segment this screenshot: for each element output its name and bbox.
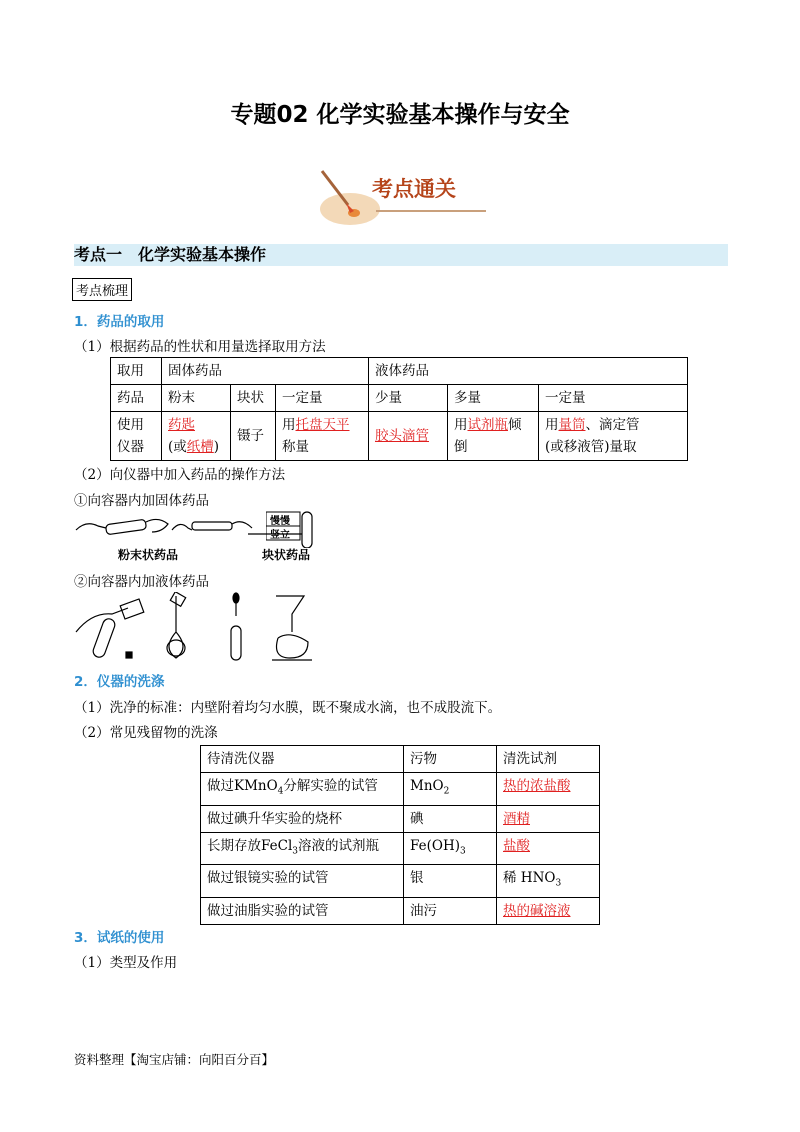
- subscript: 3: [292, 846, 298, 857]
- page-title: 专题02 化学实验基本操作与安全: [230, 102, 570, 128]
- cell: [404, 832, 497, 865]
- heading-3: 3．试纸的使用: [74, 930, 165, 946]
- answer-text: 热的浓盐酸: [503, 778, 571, 794]
- reagent-table: [110, 357, 688, 461]
- cell: 碘: [404, 805, 497, 832]
- cell-text: 倒: [454, 439, 468, 455]
- upright-label: 竖立: [270, 530, 290, 541]
- answer-text: 量筒: [558, 417, 586, 433]
- answer-text: 药匙: [168, 417, 195, 433]
- subscript: 2: [443, 786, 450, 797]
- cell: 取用: [111, 358, 162, 385]
- cell-text: 稀 HNO: [503, 870, 556, 887]
- cell-text: 用: [545, 417, 559, 433]
- header-cell: 污物: [404, 746, 497, 773]
- cell: [201, 773, 404, 806]
- cell: 油污: [404, 898, 497, 925]
- cell-text: 用: [282, 417, 296, 433]
- cell: 块状: [231, 385, 276, 412]
- table-row: [201, 805, 600, 832]
- cell: 粉末: [162, 385, 231, 412]
- cell-text: 分解实验的试管: [283, 778, 378, 794]
- answer-text: 纸槽: [186, 439, 214, 455]
- banner-text: 考点通关: [372, 177, 456, 201]
- paragraph-5: （1）类型及作用: [74, 955, 178, 971]
- paragraph-2a: ①向容器内加固体药品: [74, 493, 209, 509]
- cell: [448, 412, 539, 461]
- cell: [162, 412, 231, 461]
- cell-text: 使用: [117, 417, 144, 433]
- cell: 银: [404, 865, 497, 898]
- cell: 做过油脂实验的试管: [201, 898, 404, 925]
- caption-powder: 粉末状药品: [118, 548, 179, 562]
- answer-text: 酒精: [503, 810, 530, 827]
- cell-text: 用: [454, 417, 468, 433]
- table-row: [201, 773, 600, 806]
- answer-text: 胶头滴管: [375, 428, 429, 444]
- section-heading: [74, 244, 728, 266]
- header-cell: 待清洗仪器: [201, 746, 404, 773]
- cell: 固体药品: [162, 358, 369, 385]
- cell: [111, 412, 162, 461]
- cell-text: ): [213, 439, 220, 455]
- cell: [497, 805, 600, 832]
- section-banner: [310, 165, 490, 231]
- slow-label: 慢慢: [270, 516, 290, 527]
- cell: 少量: [369, 385, 448, 412]
- cell-text: 长期存放FeCl: [207, 837, 293, 854]
- answer-text: 热的碱溶液: [503, 903, 571, 920]
- heading-2: 2．仪器的洗涤: [74, 674, 165, 690]
- answer-text: 盐酸: [503, 837, 530, 854]
- cell-text: 、滴定管: [585, 417, 640, 433]
- cell: [497, 773, 600, 806]
- cell-text: (或移液管)量取: [545, 439, 637, 455]
- cell: [231, 412, 276, 461]
- footer: 资料整理【淘宝店铺：向阳百分百】: [74, 1052, 275, 1067]
- cell-text: Fe(OH): [410, 837, 460, 854]
- cell: [276, 412, 369, 461]
- cell: [369, 412, 448, 461]
- cell-text: 仪器: [117, 439, 144, 455]
- cell-text: 做过KMnO: [207, 778, 278, 794]
- cell: 做过碘升华实验的烧杯: [201, 805, 404, 832]
- table-row: [201, 832, 600, 865]
- heading-1: 1．药品的取用: [74, 314, 165, 330]
- boxed-label: 考点梳理: [72, 278, 132, 301]
- table-row: [201, 865, 600, 898]
- cell-text: 镊子: [237, 428, 264, 444]
- cell: 做过银镜实验的试管: [201, 865, 404, 898]
- washing-table: [200, 745, 600, 925]
- cell: [539, 412, 688, 461]
- subscript: 4: [277, 786, 284, 797]
- cell: [497, 832, 600, 865]
- caption-block: 块状药品: [262, 548, 311, 562]
- paragraph-2b: ②向容器内加液体药品: [74, 574, 209, 590]
- paragraph-1: （1）根据药品的性状和用量选择取用方法: [74, 339, 326, 355]
- answer-text: 托盘天平: [295, 417, 350, 433]
- subscript: 3: [460, 846, 466, 857]
- cell: 多量: [448, 385, 539, 412]
- cell-text: (或: [168, 439, 187, 455]
- cell: [201, 832, 404, 865]
- section-title: 考点一 化学实验基本操作: [74, 245, 267, 264]
- cell: 药品: [111, 385, 162, 412]
- cell: 一定量: [276, 385, 369, 412]
- cell: 液体药品: [369, 358, 688, 385]
- cell: [497, 865, 600, 898]
- cell-text: 称量: [282, 439, 309, 455]
- header-cell: 清洗试剂: [497, 746, 600, 773]
- cell: [404, 773, 497, 806]
- cell: 一定量: [539, 385, 688, 412]
- cell-text: MnO: [410, 778, 444, 794]
- cell-text: 溶液的试剂瓶: [298, 837, 379, 854]
- subscript: 3: [555, 879, 562, 890]
- liquid-reagent-illustration: [72, 592, 342, 664]
- answer-text: 试剂瓶: [467, 417, 508, 433]
- cell: [497, 898, 600, 925]
- table-row: [201, 898, 600, 925]
- cell-text: 倾: [508, 417, 522, 433]
- paragraph-2: （2）向仪器中加入药品的操作方法: [74, 467, 286, 483]
- paragraph-4: （2）常见残留物的洗涤: [74, 725, 218, 741]
- paragraph-3: （1）洗净的标准：内壁附着均匀水膜，既不聚成水滴，也不成股流下。: [74, 700, 502, 716]
